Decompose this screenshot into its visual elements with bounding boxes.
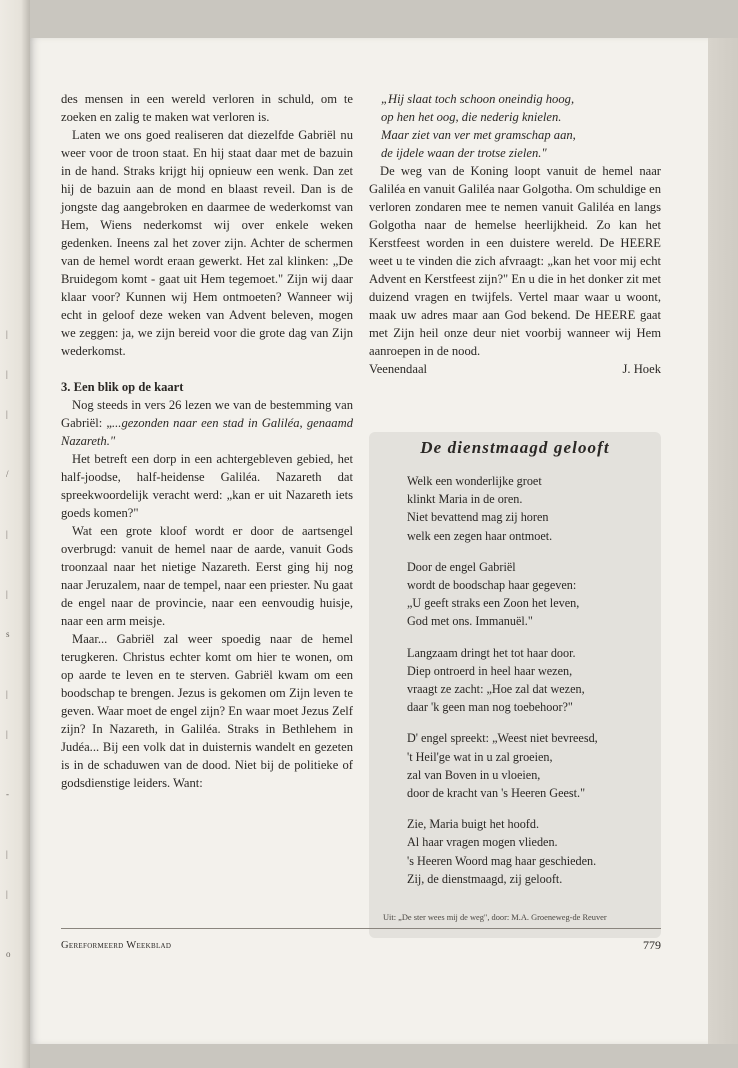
paragraph: Wat een grote kloof wordt er door de aartsengel overbrugd: vanuit de hemel naar de aarde, vanuit Gods troonzaal naar het nietige Nazareth. Eerst ging hij nog naar Jeruzalem, naar de tempel, naar een priester. Nu gaat de engel naar de provincie, naar een eenvoudig huisje, naar een arm meisje. [61,524,353,628]
poem-box [369,432,661,938]
quote-line: de ijdele waan der trotse zielen." [381,146,547,160]
footer-divider [61,928,661,929]
poem-line: 's Heeren Woord mag haar geschieden. [407,853,597,868]
paragraph: Nog steeds in vers 26 lezen we van de bestemming van Gabriël: „...gezonden naar een stad in Galiléa, genaamd Nazareth." [61,398,353,448]
poem-stanzas [407,472,657,901]
poem-line: daar 'k geen man nog toebehoor?" [407,700,573,715]
stanza [407,729,657,802]
stanza [407,644,657,717]
paragraph: des mensen in een wereld verloren in schuld, om te zoeken en zalig te maken wat verloren is. [61,92,353,124]
poem-line: Diep ontroerd in heel haar wezen, [407,663,573,678]
poem-line: D' engel spreekt: „Weest niet bevreesd, [407,731,598,746]
left-column [61,90,353,792]
right-column [369,90,661,378]
poem-line: Zij, de dienstmaagd, zij gelooft. [407,871,563,886]
poem-line: wordt de boodschap haar gegeven: [407,578,577,593]
poem-line: zal van Boven in u vloeien, [407,767,541,782]
paragraph: Het betreft een dorp in een achtergebleven gebied, het half-joodse, half-heidense Galiléa. Nazareth dat spreekwoordelijk veracht werd: „kan er uit Nazareth iets goeds komen?" [61,452,353,520]
section-heading: 3. Een blik op de kaart [61,380,184,394]
poem-line: Al haar vragen mogen vlieden. [407,835,558,850]
hymn-quote [381,90,661,162]
poem-line: Zie, Maria buigt het hoofd. [407,817,539,832]
poem-line: Langzaam dringt het tot haar door. [407,645,576,660]
poem-line: God met ons. Immanuël." [407,614,533,629]
paragraph: Maar... Gabriël zal weer spoedig naar de hemel terugkeren. Christus echter komt om hier te wonen, om op aarde te leven en te sterven. Gabriël kwam om een boodschap te brengen. Jezus is gekomen om Zijn leven te geven. Waar moet de engel zijn? En waar moet Jezus Zelf zijn? In Nazareth, in Galiléa. Straks in Bethlehem in Judéa... Bij een volk dat in duisternis wandelt en gezeten is in de schaduwen van de dood. Niet bij de politieke of godsdienstige leiders. Want: [61,632,353,790]
poem-title: De dienstmaagd gelooft [420,438,610,457]
quote-line: op hen het oog, die nederig knielen. [381,110,562,124]
adjacent-page-edge: | | | / | | s | | - | | o [0,0,30,1068]
poem-line: door de kracht van 's Heeren Geest." [407,786,586,801]
poem-line: welk een zegen haar ontmoet. [407,528,553,543]
author-name: J. Hoek [622,362,661,376]
paragraph: De weg van de Koning loopt vanuit de hemel naar Galiléa en vanuit Galiléa naar Golgotha. Om schuldige en verloren zondaren mee te nemen vanuit Galiléa en langs Golgotha naar de hemelse heerlijkheid. Zo kan het Kerstfeest worden in een duistere wereld. De HEERE weet u te vinden die zich afvraagt: „kan het voor mij echt Advent en Kerstfeest zijn?" En u die in het donker zit met duizend vragen en twijfels. Vertel maar waar u woont, maak uw adres maar aan God bekend. De HEERE gaat met Zijn heil onze deur niet voorbij wanneer wij Hem aanroepen in de nood. [369,164,662,358]
quote-line: Maar ziet van ver met gramschap aan, [381,128,576,142]
poem-line: „U geeft straks een Zoon het leven, [407,596,580,611]
quote-line: „Hij slaat toch schoon oneindig hoog, [381,92,575,106]
poem-line: Welk een wonderlijke groet [407,474,542,488]
magazine-page [30,38,708,1044]
place-name: Veenendaal [369,362,428,376]
poem-line: Door de engel Gabriël [407,559,516,574]
signature-row [369,360,661,378]
publication-name: Gereformeerd Weekblad [61,940,172,951]
stanza [407,815,657,888]
stanza [407,472,657,545]
poem-line: Niet bevattend mag zij horen [407,510,549,525]
poem-line: vraagt ze zacht: „Hoe zal dat wezen, [407,682,585,697]
page-right-margin [708,38,738,1044]
stanza [407,558,657,631]
paragraph: Laten we ons goed realiseren dat diezelfde Gabriël nu weer voor de troon staat. En hij staat daar met de bazuin in de hand. Straks krijgt hij opnieuw een wenk. Dan zet hij de bazuin aan de mond en blaast reveil. Dan is de jongste dag aangebroken en daarmee de wederkomst van Hem, Wiens nederkomst wij over enkele weken gedenken. Ineens zal het zover zijn. Achter de schermen van de hemel wordt eraan gewerkt. Het zal klinken: „De Bruidegom komt - gaat uit Hem tegemoet." Zijn wij daar klaar voor? Kunnen wij Hem ontmoeten? Wanneer wij echt in geloof deze weken van Advent beleven, mogen we zeggen: ja, we zijn bereid voor die grote dag van Zijn wederkomst. [61,128,353,358]
poem-line: 't Heil'ge wat in u zal groeien, [407,749,553,764]
poem-credit: Uit: „De ster wees mij de weg", door: M.A. Groeneweg-de Reuver [383,913,607,922]
page-number: 779 [643,938,661,952]
poem-line: klinkt Maria in de oren. [407,492,523,507]
